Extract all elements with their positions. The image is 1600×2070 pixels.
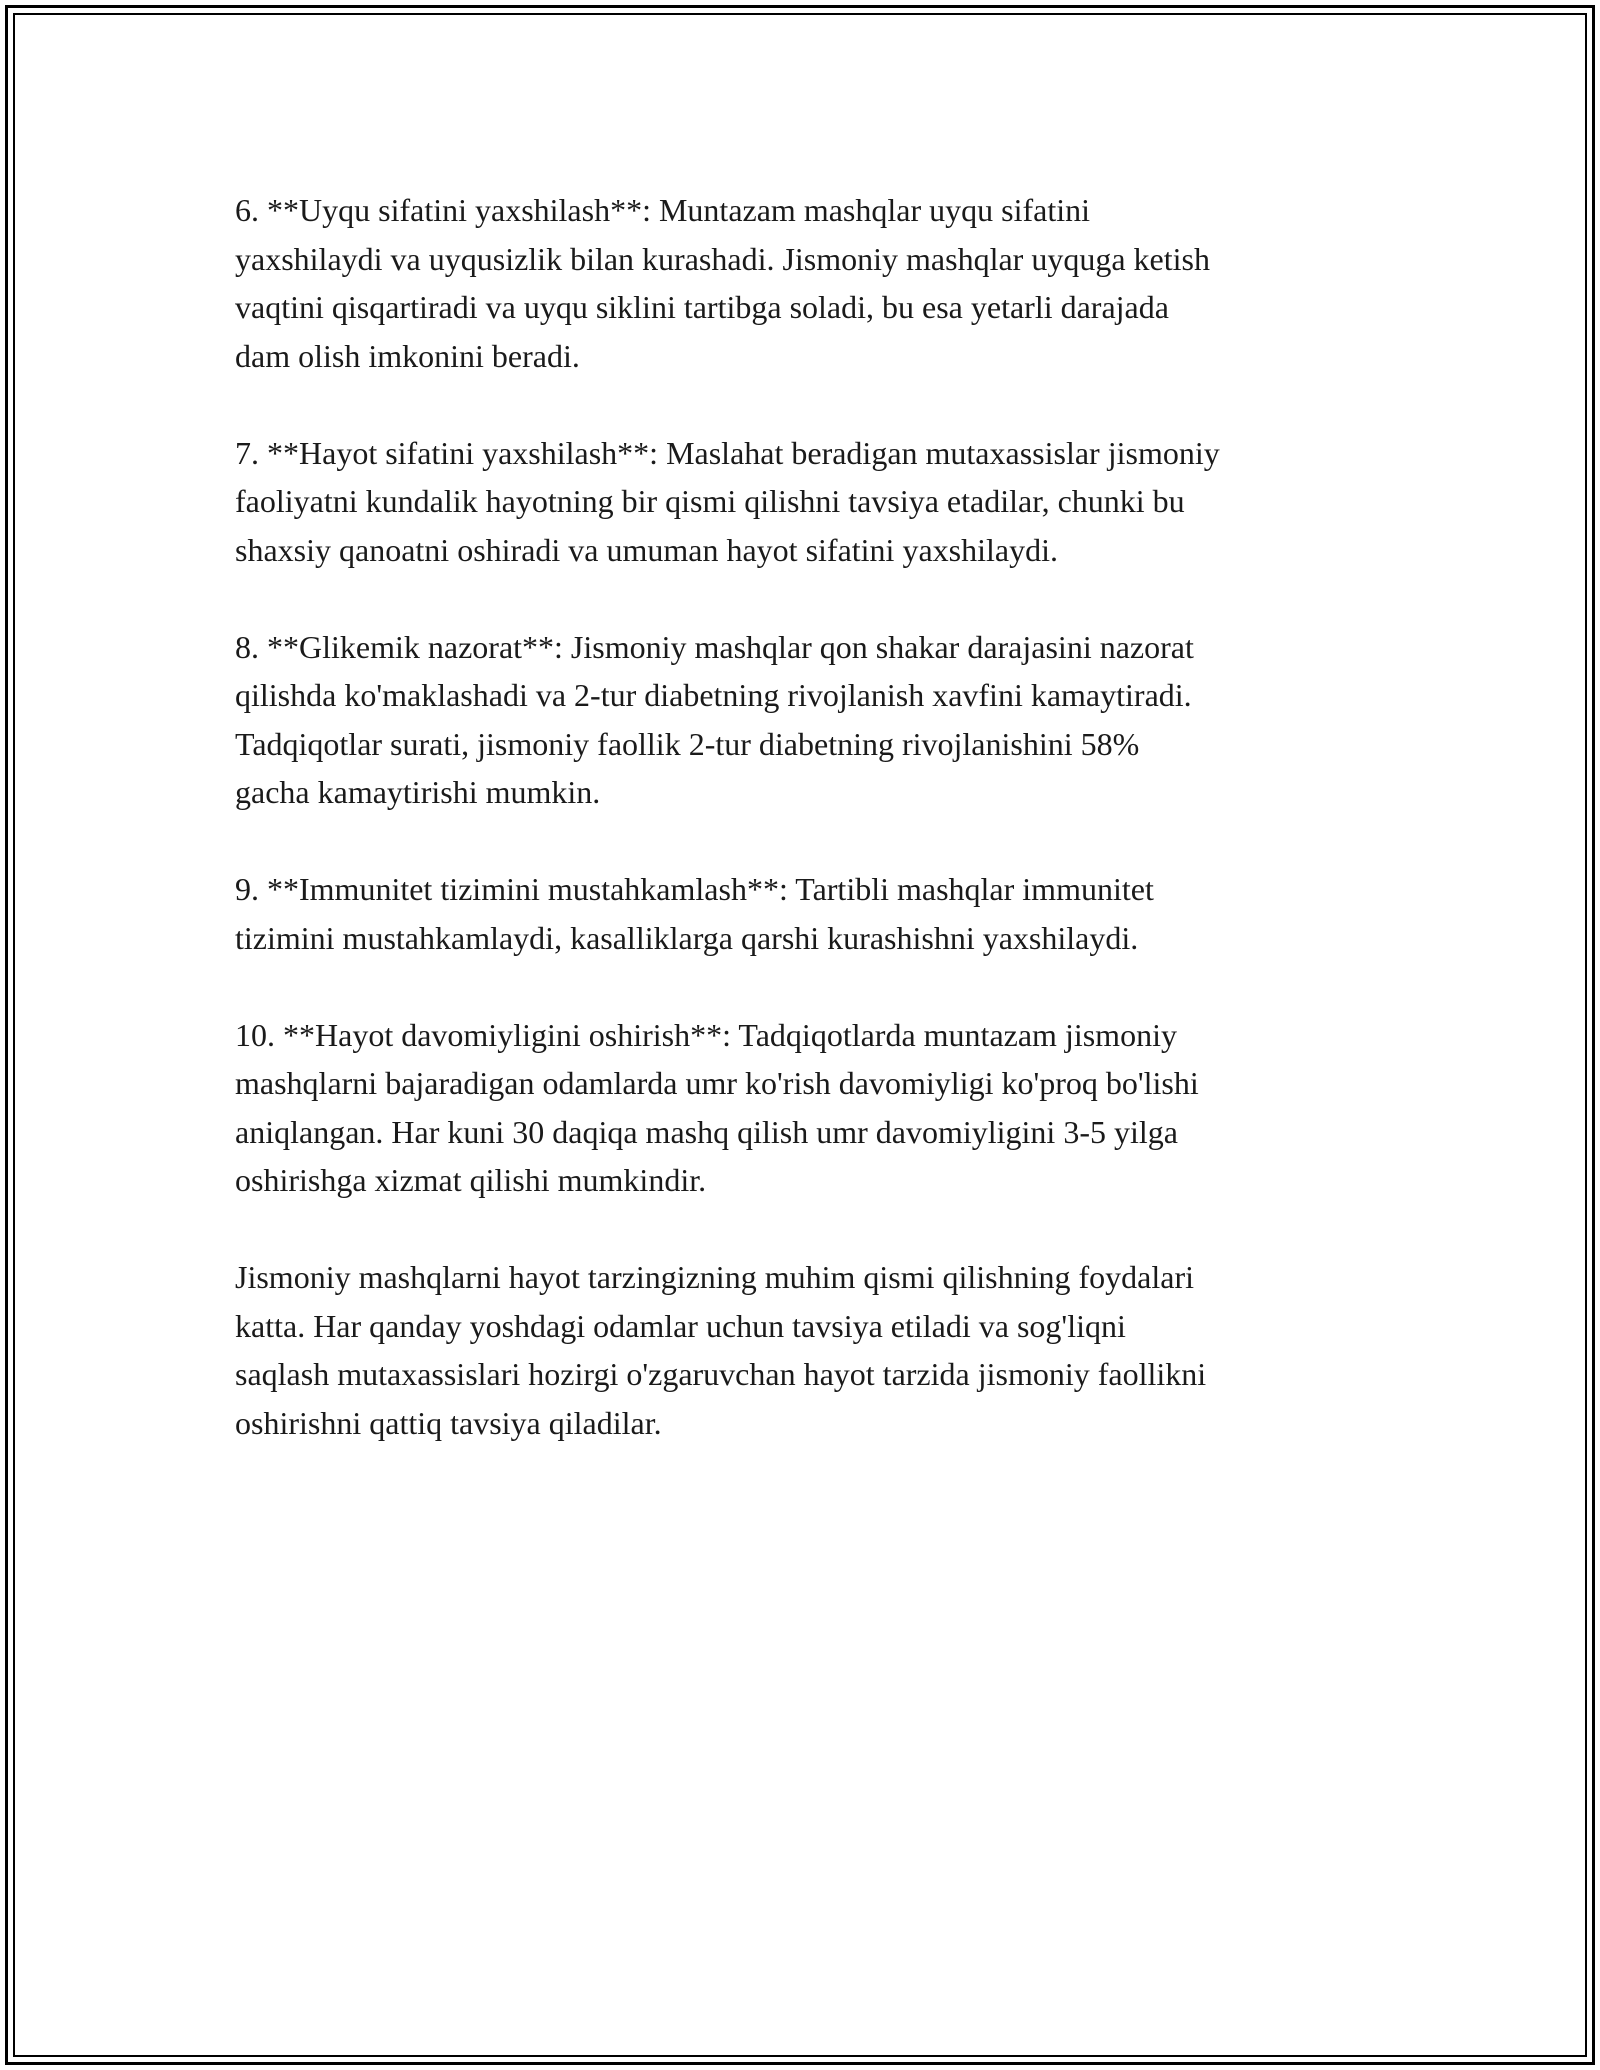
- paragraph-item-9: 9. **Immunitet tizimini mustahkamlash**: Tartibli mashqlar immunitet tizimini mustahkamlaydi, kasalliklarga qarshi kurashishni yaxshilaydi.: [235, 871, 1154, 956]
- document-body: [235, 186, 1375, 1496]
- paragraph-conclusion: Jismoniy mashqlarni hayot tarzingizning muhim qismi qilishning foydalari katta. Har qanday yoshdagi odamlar uchun tavsiya etiladi va sog'liqni saqlash mutaxassislari hozirgi o'zgaruvchan hayot tarzida jismoniy faollikni oshirishni qattiq tavsiya qiladilar.: [235, 1259, 1207, 1441]
- paragraph-item-8: 8. **Glikemik nazorat**: Jismoniy mashqlar qon shakar darajasini nazorat qilishda ko'maklashadi va 2-tur diabetning rivojlanish xavfini kamaytiradi. Tadqiqotlar surati, jismoniy faollik 2-tur diabetning rivojlanishini 58% gacha kamaytirishi mumkin.: [235, 628, 1194, 810]
- paragraph-item-7: 7. **Hayot sifatini yaxshilash**: Maslahat beradigan mutaxassislar jismoniy faoliyatni kundalik hayotning bir qismi qilishni tavsiya etadilar, chunki bu shaxsiy qanoatni oshiradi va umuman hayot sifatini yaxshilaydi.: [235, 434, 1220, 568]
- paragraph-item-10: 10. **Hayot davomiyligini oshirish**: Tadqiqotlarda muntazam jismoniy mashqlarni bajaradigan odamlarda umr ko'rish davomiyligi ko'proq bo'lishi aniqlangan. Har kuni 30 daqiqa mashq qilish umr davomiyligini 3-5 yilga oshirishga xizmat qilishi mumkindir.: [235, 1016, 1199, 1198]
- paragraph-item-6: 6. **Uyqu sifatini yaxshilash**: Muntazam mashqlar uyqu sifatini yaxshilaydi va uyqusizlik bilan kurashadi. Jismoniy mashqlar uyquga ketish vaqtini qisqartiradi va uyqu siklini tartibga soladi, bu esa yetarli darajada dam olish imkonini beradi.: [235, 192, 1210, 374]
